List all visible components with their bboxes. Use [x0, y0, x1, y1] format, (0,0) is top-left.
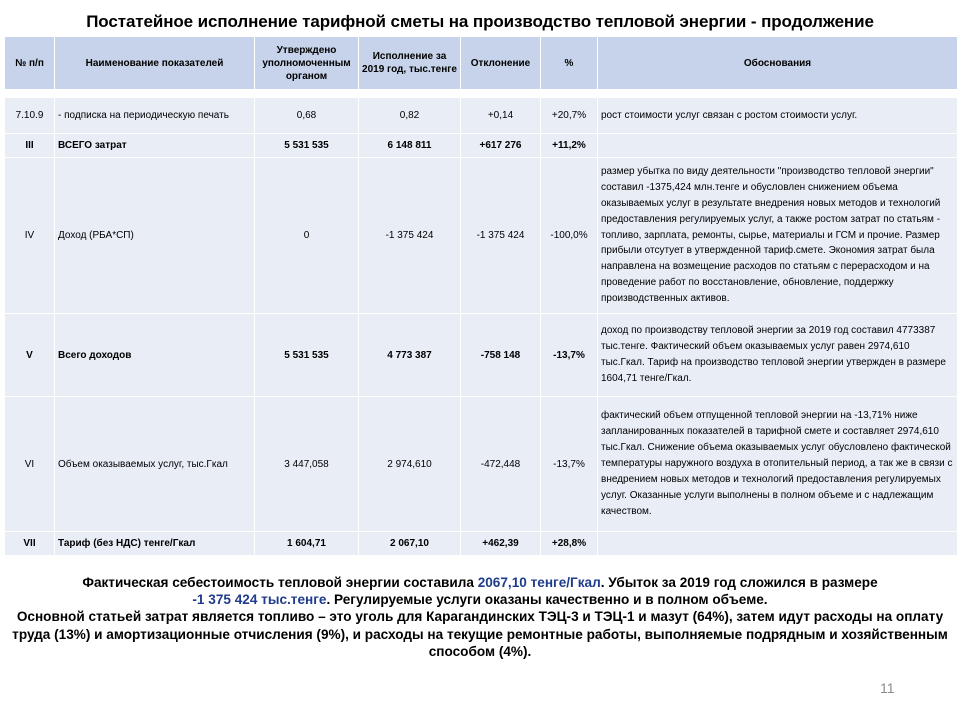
row-name: Доход (РБА*СП): [55, 158, 255, 314]
summary-line3-text: Основной статьей затрат является топливо – это уголь для Карагандинских ТЭЦ-3 и ТЭЦ-1 и мазут (64%), затем идут расходы на оплату труда (13%) и амортизационные отчисления (9%), и расходы на текущие ремонтные работы, выполняемые подрядным и хозяйственным способом (4%).: [12, 609, 948, 659]
row-justification: фактический объем отпущенной тепловой энергии на -13,71% ниже запланированных показателей в тарифной смете и составляет 2974,610 тыс.Гкал. Снижение объема оказываемых услуг обусловлено фактической температуры наружного воздуха в отопительный период, а так же в связи с внедрением новых методов и технологий предоставления регулируемых услуг. Оказанные услуги выполнены в полном объеме и с надлежащим качеством.: [598, 397, 958, 532]
row-approved: 0,68: [255, 98, 359, 134]
summary-cost-value: 2067,10 тенге/Гкал: [477, 575, 601, 590]
row-deviation: -758 148: [461, 314, 541, 397]
row-deviation: +0,14: [461, 98, 541, 134]
page-number: 11: [880, 680, 895, 696]
row-percent: +11,2%: [541, 134, 598, 158]
table-row: [5, 158, 958, 314]
row-name: Тариф (без НДС) тенге/Гкал: [55, 532, 255, 556]
row-num: V: [5, 314, 55, 397]
summary-loss-value: -1 375 424 тыс.тенге: [192, 592, 327, 608]
row-approved: 5 531 535: [255, 314, 359, 397]
row-actual: 2 067,10: [359, 532, 461, 556]
header-deviation: Отклонение: [461, 37, 541, 90]
row-name: ВСЕГО затрат: [55, 134, 255, 158]
summary-text: [8, 574, 952, 660]
row-actual: -1 375 424: [359, 158, 461, 314]
row-approved: 5 531 535: [255, 134, 359, 158]
table-row: [5, 98, 958, 134]
row-actual: 0,82: [359, 98, 461, 134]
header-name: Наименование показателей: [55, 37, 255, 90]
table-row: [5, 397, 958, 532]
row-num: IV: [5, 158, 55, 314]
row-name: - подписка на периодическую печать: [55, 98, 255, 134]
table-row: [5, 532, 958, 556]
tariff-estimate-table: [4, 36, 958, 556]
row-deviation: +617 276: [461, 134, 541, 158]
slide-title: Постатейное исполнение тарифной сметы на производство тепловой энергии - продолжение: [86, 12, 874, 31]
row-actual: 2 974,610: [359, 397, 461, 532]
summary-line1-text: Фактическая себестоимость тепловой энергии составила: [82, 575, 478, 590]
header-justification: Обоснования: [598, 37, 958, 90]
header-actual: Исполнение за 2019 год, тыс.тенге: [359, 37, 461, 90]
row-percent: -13,7%: [541, 397, 598, 532]
row-num: III: [5, 134, 55, 158]
row-justification: доход по производству тепловой энергии за 2019 год составил 4773387 тыс.тенге. Фактический объем оказываемых услуг равен 2974,610 тыс.Гкал. Тариф на производство тепловой энергии утвержден в размере 1604,71 тенге/Гкал.: [598, 314, 958, 397]
row-percent: +28,8%: [541, 532, 598, 556]
row-name: Всего доходов: [55, 314, 255, 397]
row-name: Объем оказываемых услуг, тыс.Гкал: [55, 397, 255, 532]
row-deviation: -1 375 424: [461, 158, 541, 314]
row-deviation: +462,39: [461, 532, 541, 556]
header-approved: Утверждено уполномоченным органом: [255, 37, 359, 90]
row-justification: рост стоимости услуг связан с ростом стоимости услуг.: [598, 98, 958, 134]
table-row: [5, 314, 958, 397]
row-num: VI: [5, 397, 55, 532]
header-percent: %: [541, 37, 598, 90]
table-header-row: [5, 37, 958, 90]
summary-line1-tail: . Убыток за 2019 год сложился в размере: [600, 575, 878, 590]
row-percent: +20,7%: [541, 98, 598, 134]
row-approved: 3 447,058: [255, 397, 359, 532]
header-num: № п/п: [5, 37, 55, 90]
row-approved: 0: [255, 158, 359, 314]
table-row: [5, 134, 958, 158]
row-justification: [598, 134, 958, 158]
row-percent: -100,0%: [541, 158, 598, 314]
row-percent: -13,7%: [541, 314, 598, 397]
row-num: 7.10.9: [5, 98, 55, 134]
row-actual: 4 773 387: [359, 314, 461, 397]
row-justification: размер убытка по виду деятельности "производство тепловой энергии" составил -1375,424 млн.тенге и обусловлен снижением объема оказываемых услуг в результате внедрения новых методов и технологий предоставления регулируемых услуг, а также ростом затрат по статьям - топливо, зарплата, ремонты, сырье, материалы и ГСМ и прочие. Размер прибыли отсутует в утвержденной тариф.смете. Экономия затрат была направлена на возмещение расходов по статьям с перерасходом и на проведение работ по восстановление, обновление, поддержку производственных активов.: [598, 158, 958, 314]
row-justification: [598, 532, 958, 556]
summary-line2-tail: . Регулируемые услуги оказаны качественно и в полном объеме.: [326, 592, 768, 608]
row-actual: 6 148 811: [359, 134, 461, 158]
row-num: VII: [5, 532, 55, 556]
row-deviation: -472,448: [461, 397, 541, 532]
row-approved: 1 604,71: [255, 532, 359, 556]
